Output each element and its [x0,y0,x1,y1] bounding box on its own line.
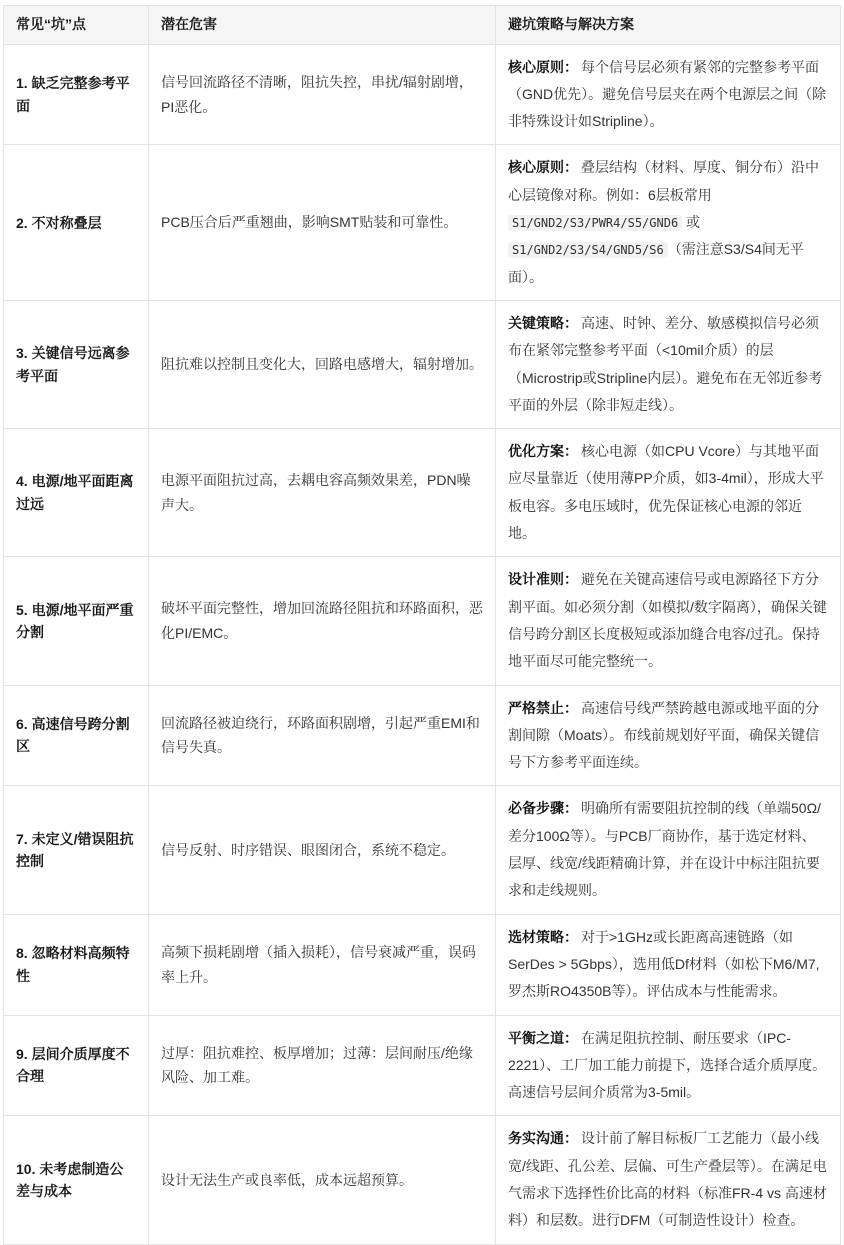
pitfall-cell: 4. 电源/地平面距离过远 [4,429,149,557]
solution-cell [496,786,841,914]
solution-text: 设计前了解目标板厂工艺能力（最小线宽/线距、孔公差、层偏、可生产叠层等）。在满足电气需求下选择性价比高的材料（标准FR-4 vs 高速材料）和层数。进行DFM（可制造性设计）检查。 [508,1130,827,1229]
table-row [4,914,841,1015]
solution-label: 核心原则： [508,58,578,75]
header-row [4,6,841,45]
table-row [4,685,841,786]
solution-cell [496,300,841,428]
table-header [4,6,841,45]
solution-cell [496,145,841,300]
table-row [4,557,841,685]
pitfall-cell: 5. 电源/地平面严重分割 [4,557,149,685]
harm-cell: 过厚：阻抗难控、板厚增加；过薄：层间耐压/绝缘风险、加工难。 [149,1015,496,1116]
harm-cell: 高频下损耗剧增（插入损耗），信号衰减严重，误码率上升。 [149,914,496,1015]
harm-cell: 电源平面阻抗过高，去耦电容高频效果差，PDN噪声大。 [149,429,496,557]
pitfall-cell: 8. 忽略材料高频特性 [4,914,149,1015]
solution-text: 对于>1GHz或长距离高速链路（如SerDes > 5Gbps），选用低Df材料（如松下M6/M7, 罗杰斯RO4350B等）。评估成本与性能需求。 [508,928,820,1000]
solution-cell [496,685,841,786]
solution-text: 核心电源（如CPU Vcore）与其地平面应尽量靠近（使用薄PP介质，如3-4mil），形成大平板电容。多电压域时，优先保证核心电源的邻近地。 [508,443,824,542]
harm-cell: 设计无法生产或良率低，成本远超预算。 [149,1116,496,1244]
harm-cell: 信号回流路径不清晰，阻抗失控，串扰/辐射剧增，PI恶化。 [149,44,496,145]
solution-label: 关键策略： [508,314,578,331]
solution-label: 务实沟通： [508,1130,578,1147]
solution-text: 在满足阻抗控制、耐压要求（IPC-2221）、工厂加工能力前提下，选择合适介质厚度。高速信号层间介质常为3-5mil。 [508,1029,827,1101]
table-row [4,786,841,914]
pitfall-cell: 10. 未考虑制造公差与成本 [4,1116,149,1244]
table-row [4,1116,841,1244]
solution-cell [496,1015,841,1116]
pitfall-cell: 6. 高速信号跨分割区 [4,685,149,786]
solution-label: 核心原则： [508,159,578,176]
solution-text: 明确所有需要阻抗控制的线（单端50Ω/差分100Ω等）。与PCB厂商协作，基于选定材料、层厚、线宽/线距精确计算，并在设计中标注阻抗要求和走线规则。 [508,800,821,899]
harm-cell: 回流路径被迫绕行，环路面积剧增，引起严重EMI和信号失真。 [149,685,496,786]
table-row [4,44,841,145]
solution-text: 高速信号线严禁跨越电源或地平面的分割间隙（Moats）。布线前规划好平面，确保关键信号下方参考平面连续。 [508,699,820,771]
solution-text: （需注意S3/S4间无平面）。 [508,241,804,285]
solution-label: 优化方案： [508,443,578,460]
pitfall-cell: 2. 不对称叠层 [4,145,149,300]
stackup-code: S1/GND2/S3/PWR4/S5/GND6 [508,215,682,231]
harm-cell: 阻抗难以控制且变化大，回路电感增大，辐射增加。 [149,300,496,428]
solution-cell [496,914,841,1015]
harm-cell: 信号反射、时序错误、眼图闭合，系统不稳定。 [149,786,496,914]
stackup-code: S1/GND2/S3/S4/GND5/S6 [508,242,668,258]
pitfall-cell: 3. 关键信号远离参考平面 [4,300,149,428]
table-row [4,1015,841,1116]
pitfall-cell: 7. 未定义/错误阻抗控制 [4,786,149,914]
solution-label: 选材策略： [508,928,578,945]
solution-label: 严格禁止： [508,699,578,716]
column-header-pitfall: 常见“坑”点 [4,6,149,45]
pitfall-cell: 1. 缺乏完整参考平面 [4,44,149,145]
solution-cell [496,1116,841,1244]
pitfall-cell: 9. 层间介质厚度不合理 [4,1015,149,1116]
pcb-pitfall-table [3,5,841,1245]
solution-label: 设计准则： [508,571,578,588]
table-row [4,300,841,428]
column-header-harm: 潜在危害 [149,6,496,45]
column-header-solution: 避坑策略与解决方案 [496,6,841,45]
solution-text: 或 [682,214,701,231]
harm-cell: PCB压合后严重翘曲，影响SMT贴装和可靠性。 [149,145,496,300]
solution-text: 叠层结构（材料、厚度、铜分布）沿中心层镜像对称。例如：6层板常用 [508,159,819,203]
solution-cell [496,44,841,145]
solution-text: 避免在关键高速信号或电源路径下方分割平面。如必须分割（如模拟/数字隔离），确保关键信号跨分割区长度极短或添加缝合电容/过孔。保持地平面尽可能完整统一。 [508,571,827,670]
solution-text: 每个信号层必须有紧邻的完整参考平面（GND优先）。避免信号层夹在两个电源层之间（除非特殊设计如Stripline）。 [508,58,827,130]
harm-cell: 破坏平面完整性，增加回流路径阻抗和环路面积，恶化PI/EMC。 [149,557,496,685]
table-body [4,44,841,1244]
solution-label: 平衡之道： [508,1029,578,1046]
solution-cell [496,557,841,685]
solution-cell [496,429,841,557]
table-row [4,145,841,300]
table-row [4,429,841,557]
solution-label: 必备步骤： [508,800,578,817]
solution-text: 高速、时钟、差分、敏感模拟信号必须布在紧邻完整参考平面（<10mil介质）的层（Microstrip或Stripline内层）。避免布在无邻近参考平面的外层（除非短走线）。 [508,314,823,413]
